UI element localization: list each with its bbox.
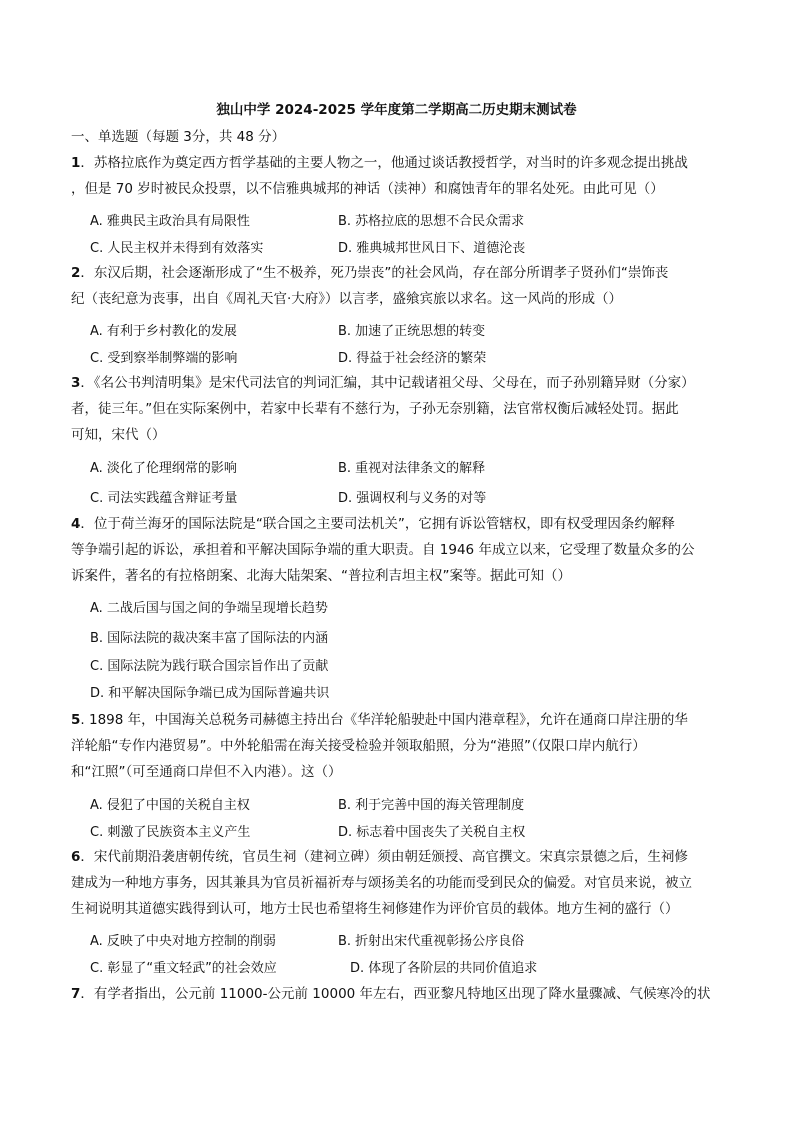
option-b: B. 苏格拉底的思想不合民众需求 <box>338 214 525 229</box>
option-c: C. 彰显了“重文轻武”的社会效应 <box>90 961 277 976</box>
option-b: B. 重视对法律条文的解释 <box>338 461 486 476</box>
option-c: C. 刺激了民族资本主义产生 <box>90 825 251 840</box>
question-text-line: ．东汉后期，社会逐渐形成了“生不极养，死乃崇丧”的社会风尚，存在部分所谓孝子贤孙们“崇饰丧 <box>80 265 669 281</box>
question-text-line: 等争端引起的诉讼，承担着和平解决国际争端的重大职责。自 1946 年成立以来，它受理了数量众多的公 <box>71 542 695 558</box>
option-b: B. 折射出宋代重视彰扬公序良俗 <box>338 934 525 949</box>
question-text-line: 者，徒三年。”但在实际案例中，若家中长辈有不慈行为，子孙无奈别籍，法官常权衡后减轻处罚。据此 <box>71 401 679 417</box>
question-text-line: 可知，宋代（） <box>71 427 166 443</box>
option-b: B. 加速了正统思想的转变 <box>338 324 486 339</box>
option-a: A. 有利于乡村教化的发展 <box>90 324 237 339</box>
option-a: A. 反映了中央对地方控制的削弱 <box>90 934 276 949</box>
question-3 <box>71 370 723 448</box>
option-c: C. 人民主权并未得到有效落实 <box>90 241 264 256</box>
option-c: C. 国际法院为践行联合国宗旨作出了贡献 <box>90 659 329 674</box>
question-number: 7 <box>71 986 81 1002</box>
question-text-line: 和“江照”（可至通商口岸但不入内港）。这（） <box>71 764 342 780</box>
option-d: D. 雅典城邦世风日下、道德沦丧 <box>338 241 526 256</box>
question-number: 4 <box>71 516 81 532</box>
option-b: B. 国际法院的裁决案丰富了国际法的内涵 <box>90 631 329 646</box>
question-number: 2 <box>71 265 81 281</box>
option-a: A. 二战后国与国之间的争端呈现增长趋势 <box>90 601 328 616</box>
question-number: 1 <box>71 155 81 171</box>
question-text-line: . 1898 年，中国海关总税务司赫德主持出台《华洋轮船驶赴中国内港章程》，允许在通商口岸注册的华 <box>80 712 688 728</box>
question-number: 6 <box>71 849 81 865</box>
question-text-line: ．有学者指出，公元前 11000-公元前 10000 年左右，西亚黎凡特地区出现了降水量骤减、气候寒冷的状 <box>80 986 711 1002</box>
question-5 <box>71 707 723 785</box>
question-7 <box>71 981 723 1007</box>
question-text-line: 纪（丧纪意为丧事，出自《周礼天官·大府》）以言孝，盛飨宾旅以求名。这一风尚的形成（） <box>71 291 623 307</box>
page-title: 独山中学 2024-2025 学年度第二学期高二历史期末测试卷 <box>216 102 577 118</box>
question-1 <box>71 150 723 202</box>
question-number: 3 <box>71 375 81 391</box>
option-d: D. 和平解决国际争端已成为国际普遍共识 <box>90 686 330 701</box>
option-c: C. 受到察举制弊端的影响 <box>90 351 238 366</box>
question-text-line: ．宋代前期沿袭唐朝传统，官员生祠（建祠立碑）须由朝廷颁授、高官撰文。宋真宗景德之后，生祠修 <box>80 849 688 865</box>
option-c: C. 司法实践蕴含辩证考量 <box>90 491 238 506</box>
question-text-line: 建成为一种地方事务，因其兼具为官员祈福祈寿与颂扬美名的功能而受到民众的偏爱。对官员来说，被立 <box>71 875 692 891</box>
question-text-line: ．《名公书判清明集》是宋代司法官的判词汇编，其中记载诸祖父母、父母在，而子孙别籍异财（分家） <box>80 375 695 391</box>
question-number: 5 <box>71 712 81 728</box>
option-a: A. 侵犯了中国的关税自主权 <box>90 798 250 813</box>
question-text-line: 生祠说明其道德实践得到认可，地方士民也希望将生祠修建作为评价官员的载体。地方生祠的盛行（） <box>71 901 679 917</box>
option-d: D. 标志着中国丧失了关税自主权 <box>338 825 526 840</box>
option-b: B. 利于完善中国的海关管理制度 <box>338 798 525 813</box>
question-4 <box>71 511 723 589</box>
question-text-line: 诉案件，著名的有拉格朗案、北海大陆架案、“普拉利吉坦主权”案等。据此可知（） <box>71 568 571 584</box>
question-text-line: ，但是 70 岁时被民众投票，以不信雅典城邦的神话（渎神）和腐蚀青年的罪名处死。由此可见（） <box>71 181 664 197</box>
option-d: D. 体现了各阶层的共同价值追求 <box>350 961 538 976</box>
question-2 <box>71 260 723 312</box>
option-d: D. 得益于社会经济的繁荣 <box>338 351 487 366</box>
option-d: D. 强调权利与义务的对等 <box>338 491 487 506</box>
question-6 <box>71 844 723 922</box>
section-heading: 一、单选题（每题 3分，共 48 分） <box>71 129 286 145</box>
question-text-line: ．位于荷兰海牙的国际法院是“联合国之主要司法机关”，它拥有诉讼管辖权，即有权受理因条约解释 <box>80 516 675 532</box>
option-a: A. 淡化了伦理纲常的影响 <box>90 461 237 476</box>
question-text-line: ．苏格拉底作为奠定西方哲学基础的主要人物之一，他通过谈话教授哲学，对当时的许多观念提出挑战 <box>80 155 688 171</box>
option-a: A. 雅典民主政治具有局限性 <box>90 214 250 229</box>
question-text-line: 洋轮船“专作内港贸易”。中外轮船需在海关接受检验并领取船照，分为“港照”（仅限口岸内航行） <box>71 738 646 754</box>
